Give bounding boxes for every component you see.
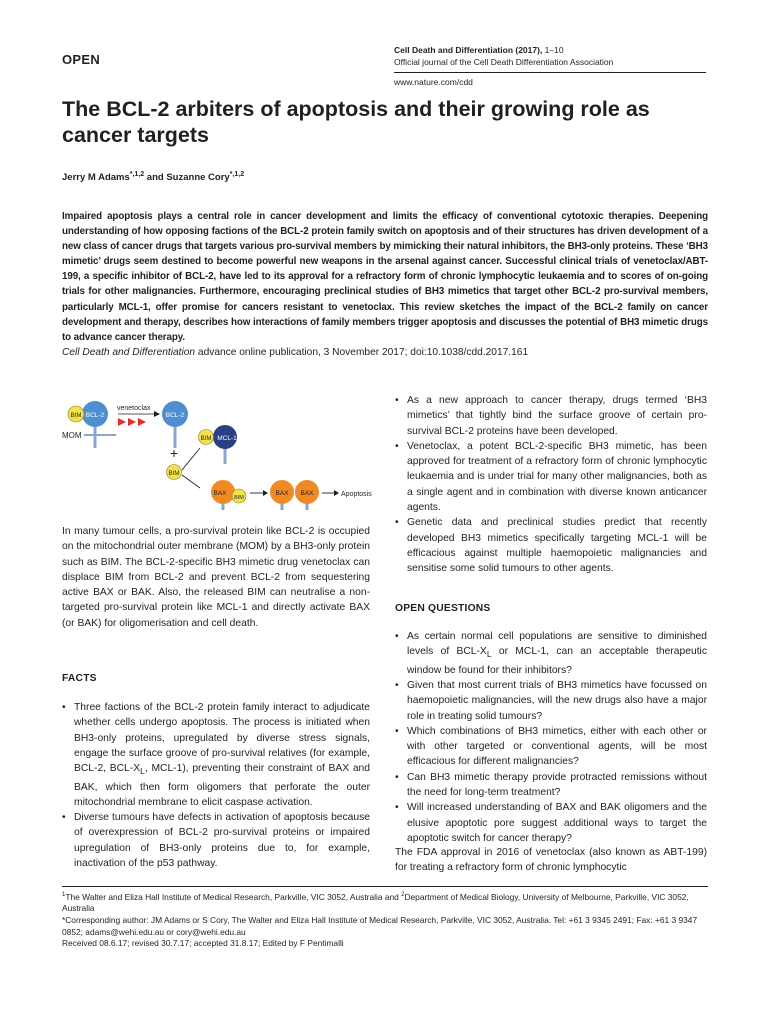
bim-label-free: BIM <box>168 471 180 477</box>
correspondence: *Corresponding author: JM Adams or S Cory, The Walter and Eliza Hall Institute of Medical Research, Parkville, VIC 3052, Australia. Tel: +61 3 9345 2491; Fax: +61 3 9347 0852; adams@wehi.edu.au or cory@wehi.edu.au <box>62 914 698 937</box>
arrow-to-mcl1 <box>182 448 200 470</box>
bcl2-label-right: BCL-2 <box>165 412 185 419</box>
venetoclax-arrow-3 <box>138 418 146 426</box>
summary-item: • Genetic data and preclinical studies predict that recently developed BH3 mimetics specifically targeting MCL-1 will be efficacious against multiple haemopoietic malignancies and sensitise some solid tumours to other agents. <box>395 515 707 576</box>
journal-association: Official journal of the Cell Death Differentiation Association <box>394 57 614 67</box>
author-adams: Jerry M Adams <box>62 172 130 184</box>
arrow-to-apoptosis-head <box>334 490 339 496</box>
figure-caption: In many tumour cells, a pro-survival protein like BCL-2 is occupied on the mitochondrial outer membrane (MOM) by a BH3-only protein such as BIM. The BCL-2-specific BH3 mimetic drug venetoclax can displace BIM from BCL-2 and prevent BCL-2 from sequestering active BAX or BAK. Also, the released BIM can neutralise a non-targeted pro-survival protein like MCL-1 and directly activate BAX (or BAK) for oligomerisation and cell death. <box>62 526 370 629</box>
bim-label-bax: BIM <box>234 495 244 501</box>
body-text-start: The FDA approval in 2016 of venetoclax (also known as ABT-199) for treating a refractory form of chronic lymphocytic <box>395 847 707 874</box>
question-item: • As certain normal cell populations are sensitive to diminished levels of BCL-$X_L$ or MCL-1, can an acceptable therapeutic window be found for their inhibitors? <box>395 629 707 678</box>
summary-item: • Venetoclax, a potent BCL-2-specific BH3 mimetic, has been approved for treatment of a refractory form of chronic lymphocytic leukaemia and is under trial for many other malignancies, both as a single agent and in combination with diverse known anticancer agents. <box>395 439 707 515</box>
venetoclax-arrow-head <box>154 411 160 417</box>
open-questions-list <box>395 629 707 846</box>
facts-item: • Diverse tumours have defects in activation of apoptosis because of overexpression of BCL-2 pro-survival proteins or impaired upregulation of BH3-only proteins due to, for example, inactivation of the p53 pathway. <box>62 810 370 871</box>
author-list <box>62 171 244 183</box>
citation-journal: Cell Death and Differentiation <box>62 347 196 358</box>
open-questions-heading: OPEN QUESTIONS <box>395 603 491 614</box>
arrow-to-bax <box>182 475 200 488</box>
facts-list <box>62 700 370 871</box>
venetoclax-arrow-2 <box>128 418 136 426</box>
received-dates: Received 08.6.17; revised 30.7.17; accepted 31.8.17; Edited by F Pentimalli <box>62 938 344 949</box>
author-cory: Suzanne Cory <box>166 172 230 184</box>
bax-label: BAX <box>213 490 227 497</box>
article-title: The BCL-2 arbiters of apoptosis and their growing role as cancer targets <box>62 97 650 147</box>
arrow-to-oligomer-head <box>263 490 268 496</box>
question-item: • Which combinations of BH3 mimetics, either with each other or with other targeted or conventional agents, will be most efficacious for different malignancies? <box>395 724 707 770</box>
footer-rule <box>62 886 708 887</box>
plus-sign: + <box>169 445 179 461</box>
header-rule <box>394 72 706 73</box>
citation <box>62 346 708 360</box>
bim-label-mcl1: BIM <box>200 436 212 442</box>
summary-item: • As a new approach to cancer therapy, drugs termed ‘BH3 mimetics’ that tightly bind the surface groove of certain pro-survival BCL-2 proteins have been developed. <box>395 393 707 439</box>
question-item: • Given that most current trials of BH3 mimetics have focussed on haemopoietic malignancies, will the new drugs also have a major role in treating solid tumours? <box>395 678 707 724</box>
mcl1-label: MCL-1 <box>217 435 237 442</box>
facts-item: • Three factions of the BCL-2 protein family interact to adjudicate whether cells undergo apoptosis. The process is initiated when BH3-only proteins, upregulated by diverse stress signals, engage the surface groove of pro-survival relatives (for example, BCL-2, BCL-$X_L$, MCL-1), preventing their constraint of BAX and BAK, which then form oligomers that perforate the outer mitochondrial membrane to elicit caspase activation. <box>62 700 370 810</box>
question-item: • Will increased understanding of BAX and BAK oligomers and the elusive apoptotic pore suggest additional ways to target the apoptotic switch for cancer therapy? <box>395 800 707 846</box>
bax-oligomer-label-2: BAX <box>300 490 314 497</box>
bim-label-left: BIM <box>70 413 82 419</box>
apoptosis-label: Apoptosis <box>341 491 372 498</box>
facts-heading: FACTS <box>62 673 97 684</box>
summary-bullets <box>395 393 707 577</box>
journal-website[interactable]: www.nature.com/cdd <box>394 77 473 87</box>
author-cory-affil: *,1,2 <box>229 171 245 178</box>
open-access-label: OPEN <box>62 52 101 67</box>
author-and: and <box>144 172 167 184</box>
venetoclax-arrow-1 <box>118 418 126 426</box>
question-item: • Can BH3 mimetic therapy provide protracted remissions without the need for long-term treatment? <box>395 770 707 801</box>
affiliations: $^1$The Walter and Eliza Hall Institute of Medical Research, Parkville, VIC 3052, Australia and $^2$Department of Medical Biology, University of Melbourne, Parkville, VIC 3052, Australia <box>62 891 689 914</box>
journal-pages: 1–10 <box>542 45 564 55</box>
bax-oligomer-label-1: BAX <box>275 490 289 497</box>
citation-details: advance online publication, 3 November 2017; doi:10.1038/cdd.2017.161 <box>195 347 529 358</box>
author-adams-affil: *,1,2 <box>129 171 145 178</box>
bcl2-label-left: BCL-2 <box>85 412 105 419</box>
journal-name: Cell Death and Differentiation (2017), <box>394 45 543 55</box>
mom-label: MOM <box>62 431 82 440</box>
footer <box>62 890 708 950</box>
abstract: Impaired apoptosis plays a central role in cancer development and limits the efficacy of conventional cytotoxic therapies. Deepening understanding of how opposing factions of the BCL-2 protein family switch on apoptosis and of their structures has driven development of a new class of cancer drugs that targets various pro-survival members by mimicking their natural inhibitors, the BH3-only proteins. These ‘BH3 mimetic’ drugs seem destined to become powerful new weapons in the arsenal against cancer. Successful clinical trials of venetoclax/ABT-199, a specific inhibitor of BCL-2, have led to its approval for a refractory form of chronic lymphocytic leukaemia and to scores of on-going trials for other malignancies. Furthermore, encouraging preclinical studies of BH3 mimetics that target other BCL-2 pro-survival members, particularly MCL-1, offer promise for cancers resistant to venetoclax. This review sketches the impact of the BCL-2 family on cancer development and therapy, describes how interactions of family members trigger apoptosis and discusses the potential of BH3 mimetic drugs to advance cancer therapy. <box>62 211 708 343</box>
venetoclax-label: venetoclax <box>117 405 151 412</box>
mechanism-figure <box>62 392 382 510</box>
journal-info <box>394 44 706 88</box>
